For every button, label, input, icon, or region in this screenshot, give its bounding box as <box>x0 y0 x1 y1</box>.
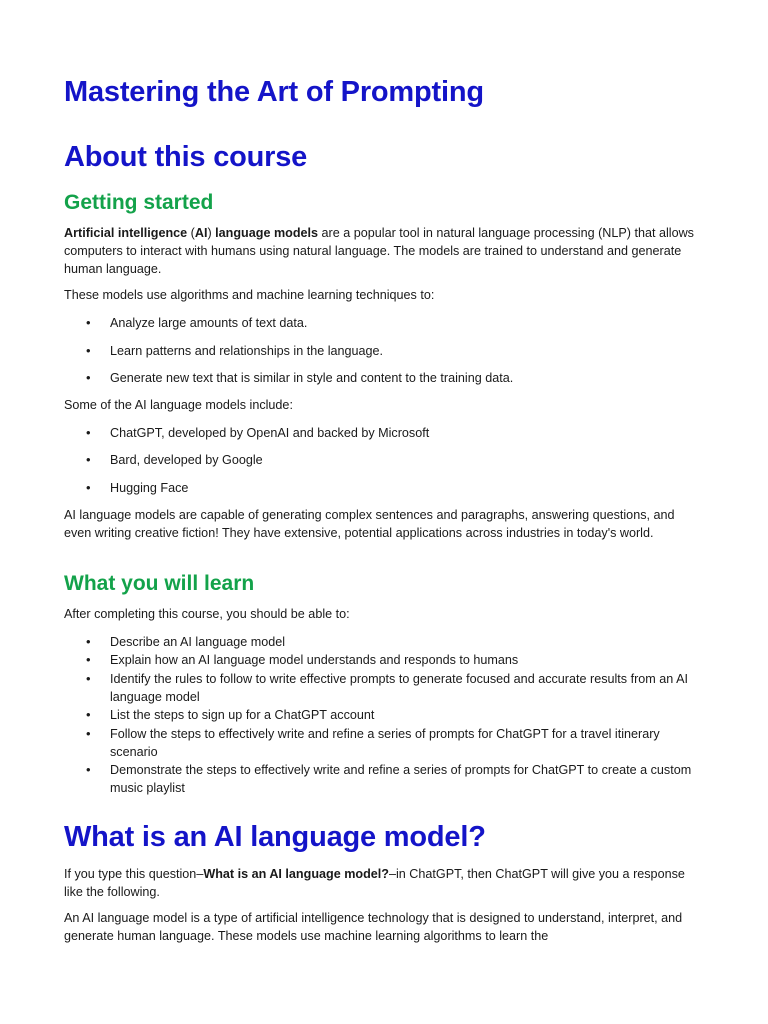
bullet-icon: • <box>86 671 91 686</box>
bullet-icon: • <box>86 707 91 722</box>
question-lead-text: If you type this question– <box>64 867 204 881</box>
list-item: Describe an AI language model <box>110 635 286 649</box>
question-paragraph <box>64 865 704 901</box>
list-item: Identify the rules to follow to write effective prompts to generate focused and accurate results from an AI language model <box>110 672 688 704</box>
intro-ai-abbrev: AI <box>194 226 208 240</box>
bullet-icon: • <box>86 370 91 385</box>
question-tail-text: –in ChatGPT, then ChatGPT will give you a response like the following. <box>64 867 685 899</box>
closing-paragraph: AI language models are capable of generating complex sentences and paragraphs, answering questions, and even writing creative fiction! They have extensive, potential applications across industries in today's world. <box>64 508 675 540</box>
learn-intro: After completing this course, you should be able to: <box>64 607 350 621</box>
list-item: List the steps to sign up for a ChatGPT account <box>110 708 375 722</box>
bullet-icon: • <box>86 480 91 495</box>
intro-paren-close: ) <box>207 226 216 240</box>
what-you-will-learn-heading: What you will learn <box>64 572 255 595</box>
bullet-icon: • <box>86 452 91 467</box>
bullet-icon: • <box>86 425 91 440</box>
getting-started-heading: Getting started <box>64 191 214 214</box>
intro-body-text: are a popular tool in natural language processing (NLP) that allows computers to interact with humans using natural language. The models are trained to understand and generate human language. <box>64 226 694 276</box>
list-item: Hugging Face <box>110 481 189 495</box>
list-item: Demonstrate the steps to effectively write and refine a series of prompts for ChatGPT to create a custom music playlist <box>110 763 692 795</box>
intro-paragraph <box>64 224 704 278</box>
list-item: Follow the steps to effectively write and refine a series of prompts for ChatGPT for a travel itinerary scenario <box>110 727 660 759</box>
document-title: Mastering the Art of Prompting <box>64 76 484 108</box>
bullet-icon: • <box>86 315 91 330</box>
about-heading: About this course <box>64 141 308 173</box>
models-intro: Some of the AI language models include: <box>64 398 293 412</box>
bullet-icon: • <box>86 343 91 358</box>
answer-paragraph: An AI language model is a type of artificial intelligence technology that is designed to understand, interpret, and generate human language. These models use machine learning algorithms to learn the <box>64 911 683 943</box>
bullet-icon: • <box>86 762 91 777</box>
bullet-icon: • <box>86 634 91 649</box>
bullet-icon: • <box>86 652 91 667</box>
intro-term-models: language models <box>215 226 319 240</box>
techniques-intro: These models use algorithms and machine learning techniques to: <box>64 288 435 302</box>
list-item: ChatGPT, developed by OpenAI and backed by Microsoft <box>110 426 430 440</box>
list-item: Generate new text that is similar in style and content to the training data. <box>110 371 514 385</box>
bullet-icon: • <box>86 726 91 741</box>
list-item: Explain how an AI language model understands and responds to humans <box>110 653 519 667</box>
intro-paren-open: ( <box>187 226 195 240</box>
question-bold-text: What is an AI language model? <box>203 867 389 881</box>
what-is-ai-heading: What is an AI language model? <box>64 821 486 853</box>
list-item: Analyze large amounts of text data. <box>110 316 308 330</box>
list-item: Learn patterns and relationships in the language. <box>110 344 384 358</box>
list-item: Bard, developed by Google <box>110 453 263 467</box>
intro-term-ai: Artificial intelligence <box>64 226 188 240</box>
